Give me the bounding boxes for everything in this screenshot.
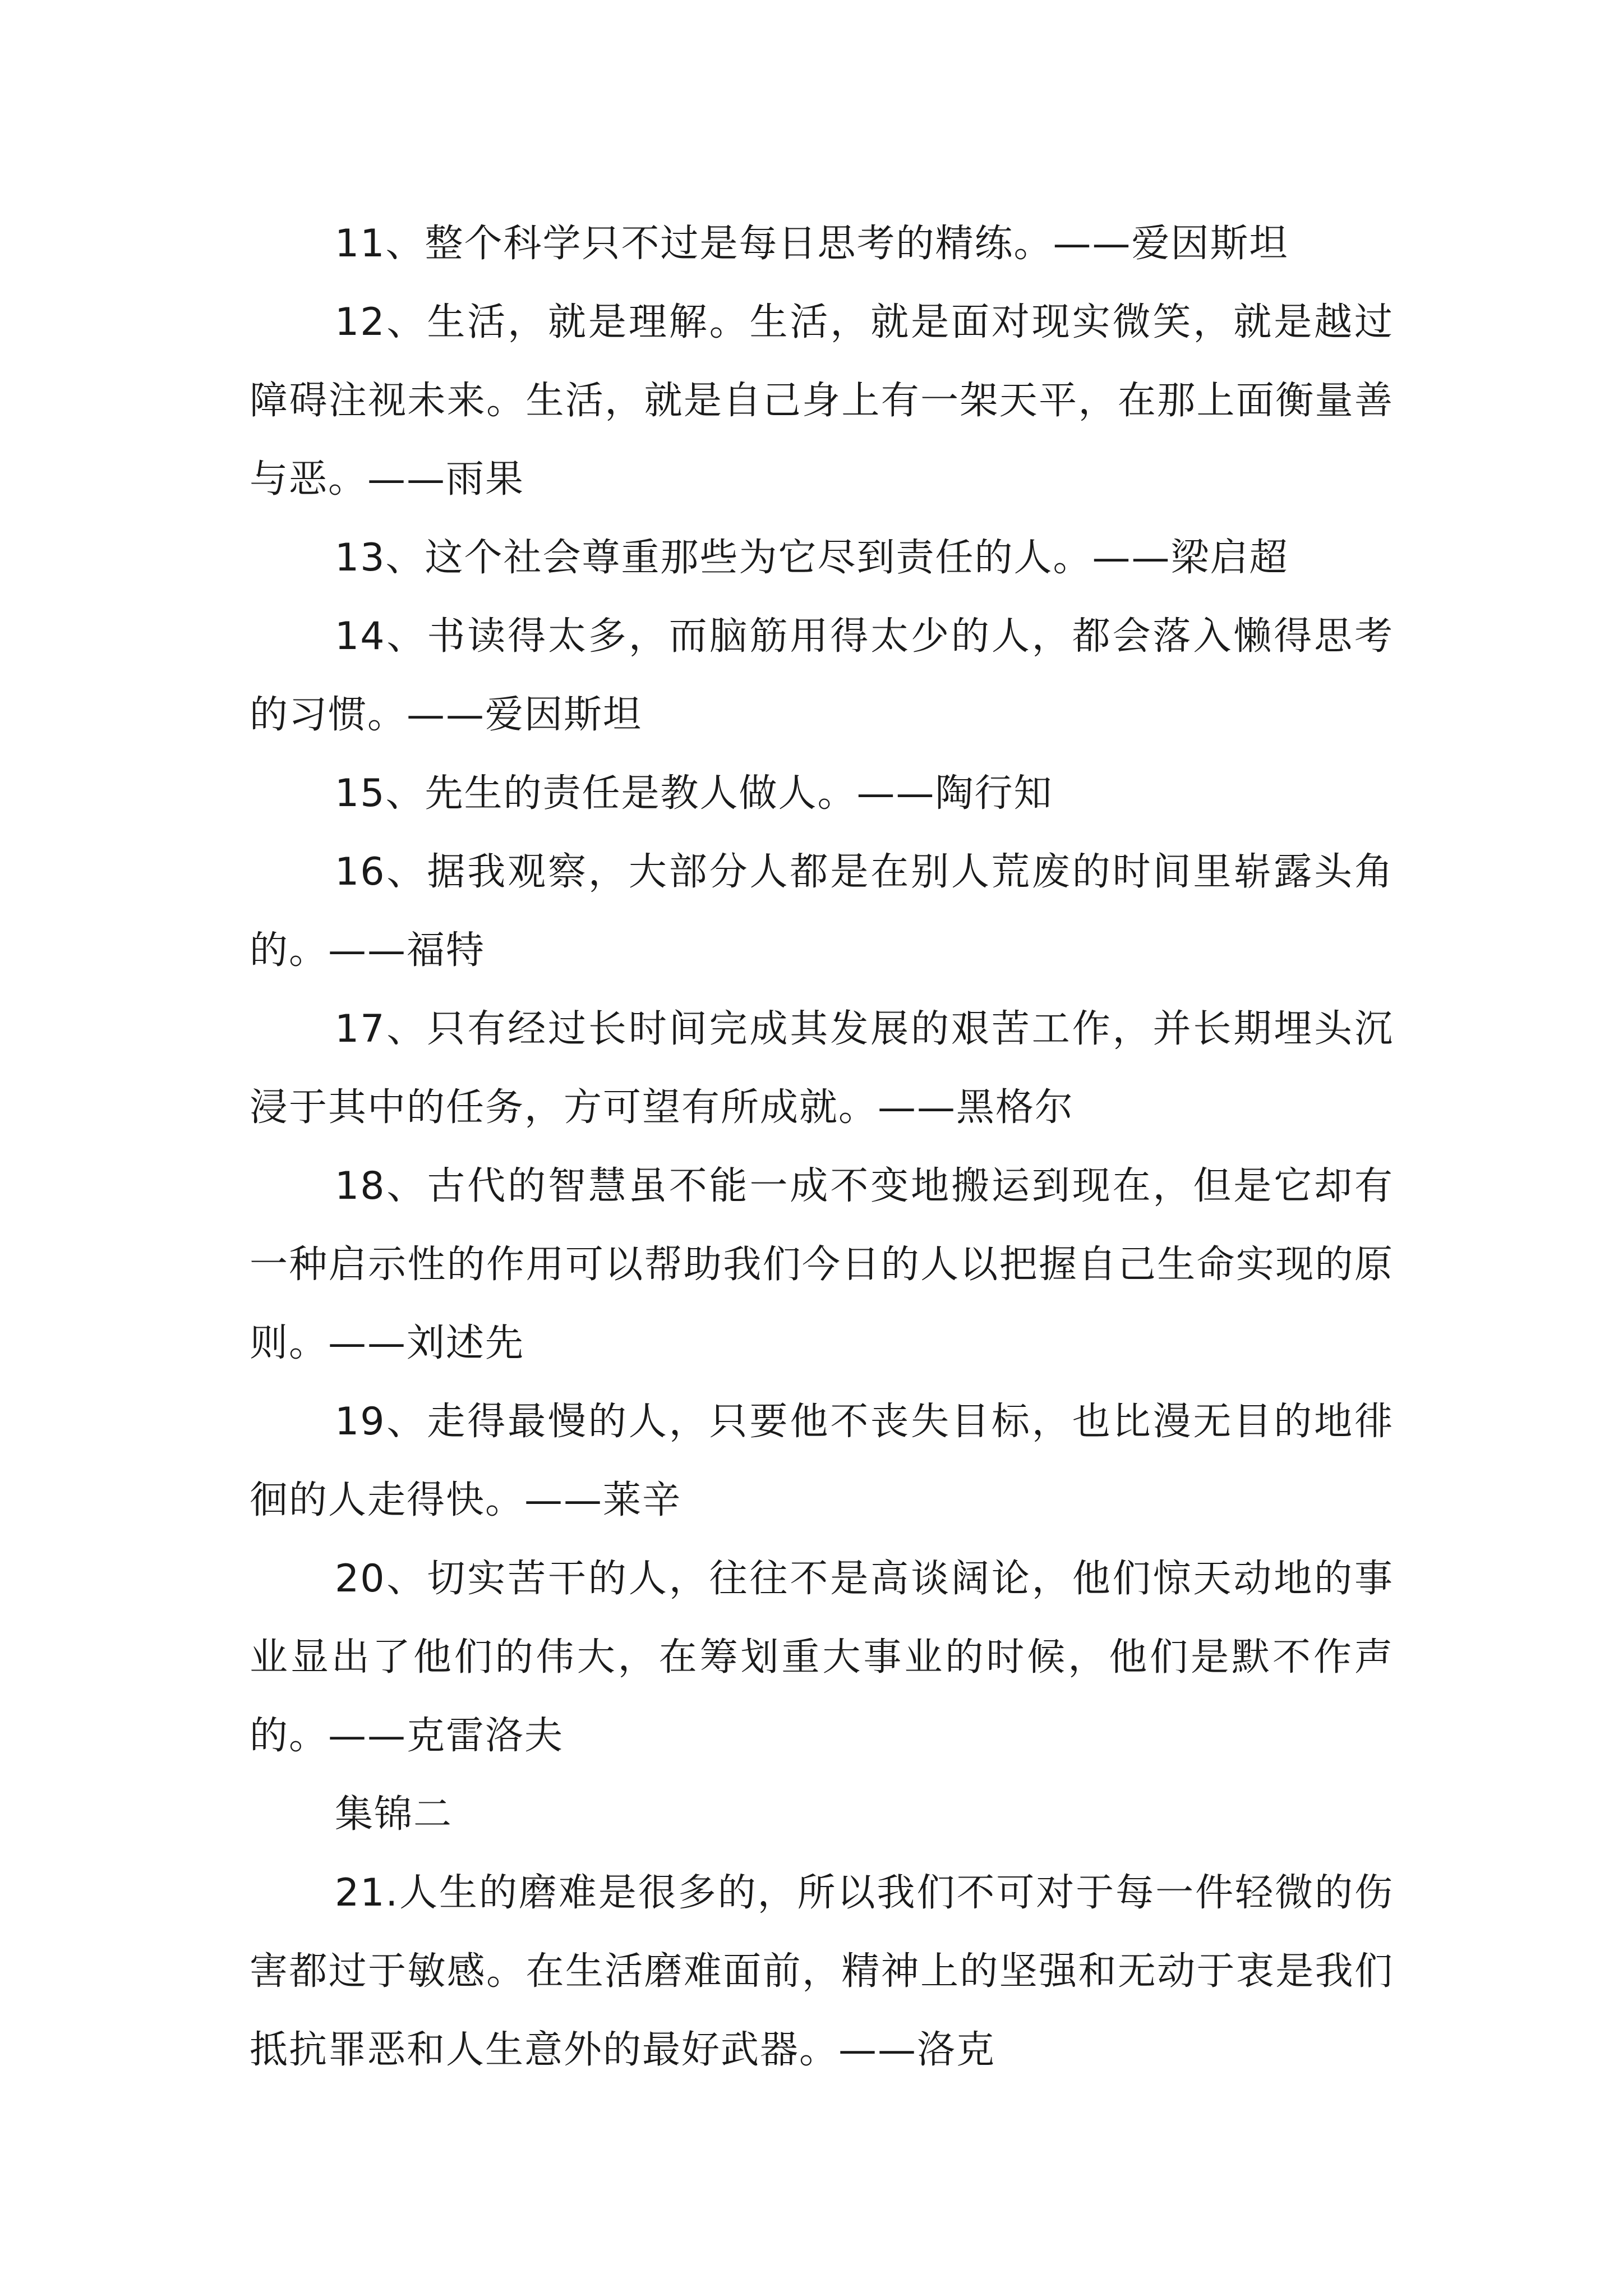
quote-paragraph-20: 20、切实苦干的人，往往不是高谈阔论，他们惊天动地的事业显出了他们的伟大，在筹划重大事业的时候，他们是默不作声的。——克雷洛夫 <box>250 1557 1394 1758</box>
quote-paragraph-16: 16、据我观察，大部分人都是在别人荒废的时间里崭露头角的。——福特 <box>250 850 1394 973</box>
quote-paragraph-11: 11、整个科学只不过是每日思考的精练。——爱因斯坦 <box>335 222 1289 266</box>
quote-paragraph-18: 18、古代的智慧虽不能一成不变地搬运到现在，但是它却有一种启示性的作用可以帮助我们今日的人以把握自己生命实现的原则。——刘述先 <box>250 1164 1394 1365</box>
quote-paragraph-15: 15、先生的责任是教人做人。——陶行知 <box>335 771 1053 816</box>
quote-paragraph-12: 12、生活，就是理解。生活，就是面对现实微笑，就是越过障碍注视未来。生活，就是自己身上有一架天平，在那上面衡量善与恶。——雨果 <box>250 300 1394 501</box>
section-heading: 集锦二 <box>335 1792 453 1837</box>
document-body <box>250 205 1394 2090</box>
quote-paragraph-19: 19、走得最慢的人，只要他不丧失目标，也比漫无目的地徘徊的人走得快。——莱辛 <box>250 1400 1394 1522</box>
quote-paragraph-21: 21.人生的磨难是很多的，所以我们不可对于每一件轻微的伤害都过于敏感。在生活磨难面前，精神上的坚强和无动于衷是我们抵抗罪恶和人生意外的最好武器。——洛克 <box>250 1871 1394 2072</box>
quote-paragraph-14: 14、书读得太多，而脑筋用得太少的人，都会落入懒得思考的习惯。——爱因斯坦 <box>250 614 1394 737</box>
quote-paragraph-17: 17、只有经过长时间完成其发展的艰苦工作，并长期埋头沉浸于其中的任务，方可望有所成就。——黑格尔 <box>250 1007 1394 1130</box>
quote-paragraph-13: 13、这个社会尊重那些为它尽到责任的人。——梁启超 <box>335 536 1289 580</box>
